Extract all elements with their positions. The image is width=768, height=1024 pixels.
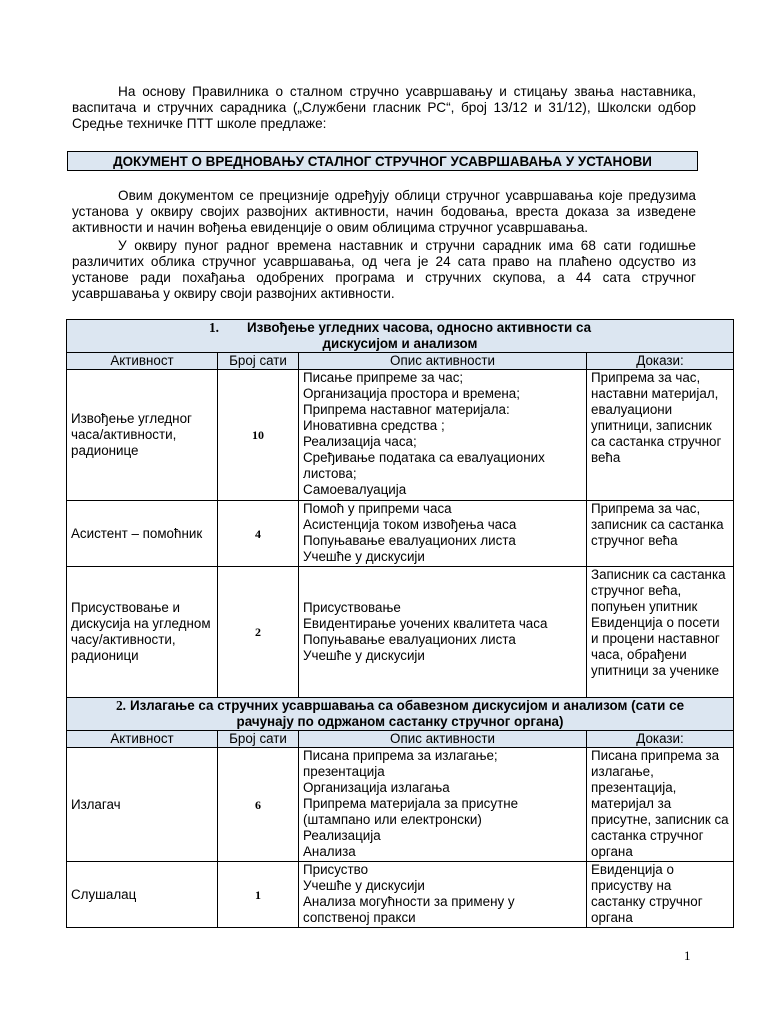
table-row bbox=[67, 567, 734, 698]
col-description-header: Опис активности bbox=[299, 731, 587, 748]
section-2-title: Излагање са стручних усавршавања са обавезном дискусијом и анализом (сати се рачунају по одржаном састанку стручног органа) bbox=[130, 698, 685, 729]
hours-cell: 4 bbox=[218, 501, 299, 567]
description-line: Иновативна средства ; bbox=[303, 418, 445, 433]
description-cell bbox=[299, 370, 587, 501]
hours-cell: 6 bbox=[218, 748, 299, 862]
section-2-header bbox=[67, 698, 734, 731]
section-2-number: 2. bbox=[115, 698, 127, 713]
description-line: Реализација часа; bbox=[303, 434, 417, 449]
col-proof-header: Докази: bbox=[587, 353, 734, 370]
col-description-header: Опис активности bbox=[299, 353, 587, 370]
description-cell bbox=[299, 862, 587, 928]
description-line: Помоћ у припреми часа bbox=[303, 501, 452, 516]
description-line: Припрема наставног материјала: bbox=[303, 402, 510, 417]
activity-cell: Слушалац bbox=[67, 862, 218, 928]
hours-cell: 10 bbox=[218, 370, 299, 501]
document-title: ДОКУМЕНТ О ВРЕДНОВАЊУ СТАЛНОГ СТРУЧНОГ УСАВРШАВАЊА У УСТАНОВИ bbox=[67, 151, 698, 171]
section-1-title: Извођење угледних часова, односно активности са дискусијом и анализом bbox=[247, 320, 592, 351]
proof-cell: Писана припрема за излагање, презентација, материјал за присутне, записник са састанка стручног органа bbox=[587, 748, 734, 862]
description-line: Учешће у дискусији bbox=[303, 878, 425, 893]
description-line: Организација простора и времена; bbox=[303, 386, 520, 401]
hours-paragraph bbox=[72, 238, 696, 302]
section-1-number: 1. bbox=[208, 320, 220, 335]
hours-cell: 1 bbox=[218, 862, 299, 928]
description-line: Попуњавање евалуационих листа bbox=[303, 632, 516, 647]
activity-cell: Асистент – помоћник bbox=[67, 501, 218, 567]
col-activity-header: Активност bbox=[67, 353, 218, 370]
purpose-paragraph bbox=[72, 188, 696, 236]
page-number: 1 bbox=[684, 948, 691, 963]
table-row bbox=[67, 862, 734, 928]
table-row bbox=[67, 370, 734, 501]
description-line: Учешће у дискусији bbox=[303, 648, 425, 663]
proof-cell: Припрема за час, наставни материјал, евалуациони упитници, записник са састанка стручног већа bbox=[587, 370, 734, 501]
description-line: Анализа могућности за примену у сопственој пракси bbox=[303, 894, 515, 925]
description-cell bbox=[299, 567, 587, 698]
proof-cell: Припрема за час, записник са састанка стручног већа bbox=[587, 501, 734, 567]
description-line: Асистенција током извођења часа bbox=[303, 517, 517, 532]
section-1-header bbox=[67, 320, 734, 353]
description-line: Самоевалуација bbox=[303, 482, 407, 497]
description-line: Евидентирање уочених квалитета часа bbox=[303, 616, 548, 631]
col-activity-header: Активност bbox=[67, 731, 218, 748]
hours-text: У оквиру пуног радног времена наставник и стручни сарадник има 68 сати годишње различитих облика стручног усавршавања, од чега је 24 сата право на плаћено одсуство из установе ради похађања одобрених програма и стручних скупова, а 44 сата стручног усавршавања у оквиру своји развојних активности. bbox=[72, 238, 696, 301]
table-row bbox=[67, 748, 734, 862]
column-header-row bbox=[67, 353, 734, 370]
hours-cell: 2 bbox=[218, 567, 299, 698]
col-proof-header: Докази: bbox=[587, 731, 734, 748]
description-line: Припрема материјала за присутне (штампано или електронски) bbox=[303, 796, 519, 827]
description-line: Попуњавање евалуационих листа bbox=[303, 533, 516, 548]
description-line: Реализација bbox=[303, 828, 381, 843]
column-header-row bbox=[67, 731, 734, 748]
description-line: Присуство bbox=[303, 862, 369, 877]
description-cell bbox=[299, 501, 587, 567]
intro-text: На основу Правилника о сталном стручно усавршавању и стицању звања наставника, васпитача и стручних сарадника („Службени гласник РС“, број 13/12 и 31/12), Школски одбор Средње техничке ПТТ школе предлаже: bbox=[72, 84, 696, 131]
description-line: Сређивање података са евалуационих листова; bbox=[303, 450, 545, 481]
description-line: Присуствовање bbox=[303, 600, 401, 615]
description-cell bbox=[299, 748, 587, 862]
description-line: Анализа bbox=[303, 844, 356, 859]
description-line: Учешће у дискусији bbox=[303, 549, 425, 564]
activities-table bbox=[66, 319, 734, 928]
col-hours-header: Број сати bbox=[218, 731, 299, 748]
proof-cell: Евиденција о присуству на састанку стручног органа bbox=[587, 862, 734, 928]
proof-cell: Записник са састанка стручног већа, попуњен упитник Евиденција о посети и процени наставног часа, обрађени упитници за ученике bbox=[587, 567, 734, 698]
description-line: Писана припрема за излагање; презентација bbox=[303, 748, 498, 779]
col-hours-header: Број сати bbox=[218, 353, 299, 370]
activity-cell: Излагач bbox=[67, 748, 218, 862]
activity-cell: Извођење угледног часа/активности, радионице bbox=[67, 370, 218, 501]
activity-cell: Присуствовање и дискусија на угледном часу/активности, радионици bbox=[67, 567, 218, 698]
table-row bbox=[67, 501, 734, 567]
intro-paragraph bbox=[72, 84, 696, 132]
description-line: Писање припреме за час; bbox=[303, 370, 464, 385]
description-line: Организација излагања bbox=[303, 780, 450, 795]
purpose-text: Овим документом се прецизније одређују облици стручног усавршавања које предузима установа у оквиру својих развојних активности, начин бодовања, вреста доказа за изведене активности и начин вођења евиденције о овим облицима стручног усавршавања. bbox=[72, 188, 696, 235]
